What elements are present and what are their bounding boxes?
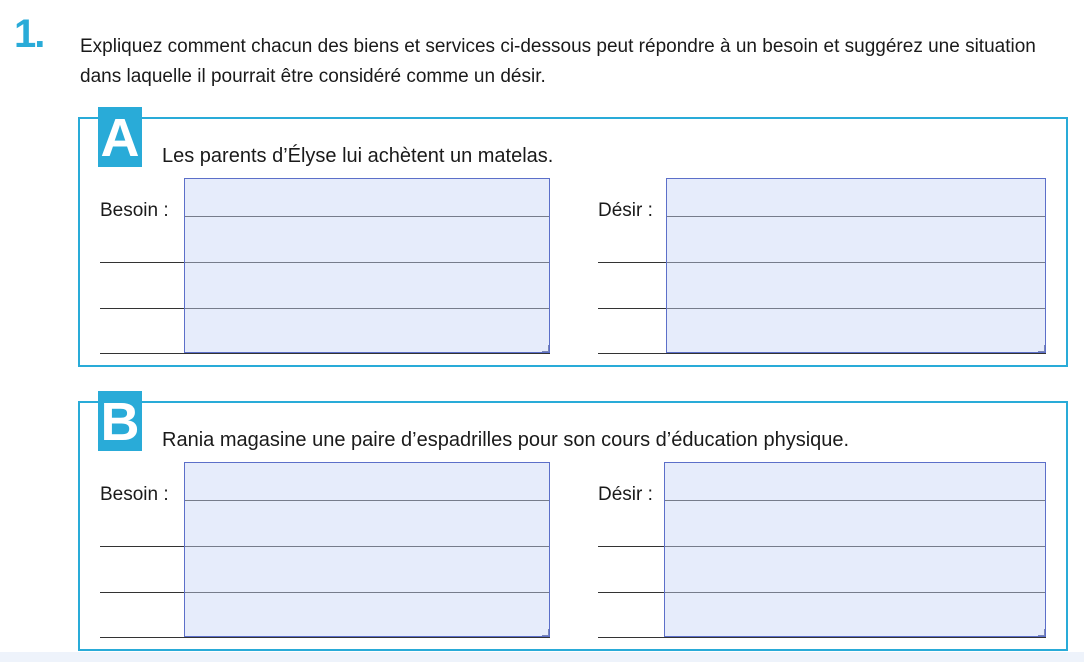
section-b — [78, 392, 1068, 651]
section-a-besoin-label: Besoin : — [100, 200, 169, 221]
section-a-besoin-field[interactable] — [184, 178, 550, 353]
section-b-besoin-label: Besoin : — [100, 484, 169, 505]
page-bottom-strip — [0, 652, 1084, 662]
section-a-besoin-line-4 — [100, 353, 550, 354]
section-b-besoin-line-4 — [100, 637, 550, 638]
section-a-besoin-field-wrap — [184, 178, 550, 353]
section-a-desir-label: Désir : — [598, 200, 653, 221]
section-b-letter-badge: B — [98, 391, 142, 451]
section-b-besoin-field-wrap — [184, 462, 550, 637]
section-b-desir-label: Désir : — [598, 484, 653, 505]
section-b-besoin-field[interactable] — [184, 462, 550, 637]
section-b-desir-field[interactable] — [664, 462, 1046, 637]
section-a-desir-line-4 — [598, 353, 1046, 354]
section-a-desir-field-wrap — [666, 178, 1046, 353]
section-a-desir-field[interactable] — [666, 178, 1046, 353]
section-a-statement: Les parents d’Élyse lui achètent un matelas. — [162, 145, 554, 167]
question-number: 1. — [14, 12, 44, 56]
section-b-desir-line-4 — [598, 637, 1046, 638]
section-b-statement: Rania magasine une paire d’espadrilles pour son cours d’éducation physique. — [162, 429, 850, 451]
section-b-desir-field-wrap — [664, 462, 1046, 637]
question-instruction: Expliquez comment chacun des biens et services ci-dessous peut répondre à un besoin et suggérez une situation dans laquelle il pourrait être considéré comme un désir. — [80, 36, 1036, 87]
section-a-letter-badge: A — [98, 107, 142, 167]
section-a — [78, 108, 1068, 367]
